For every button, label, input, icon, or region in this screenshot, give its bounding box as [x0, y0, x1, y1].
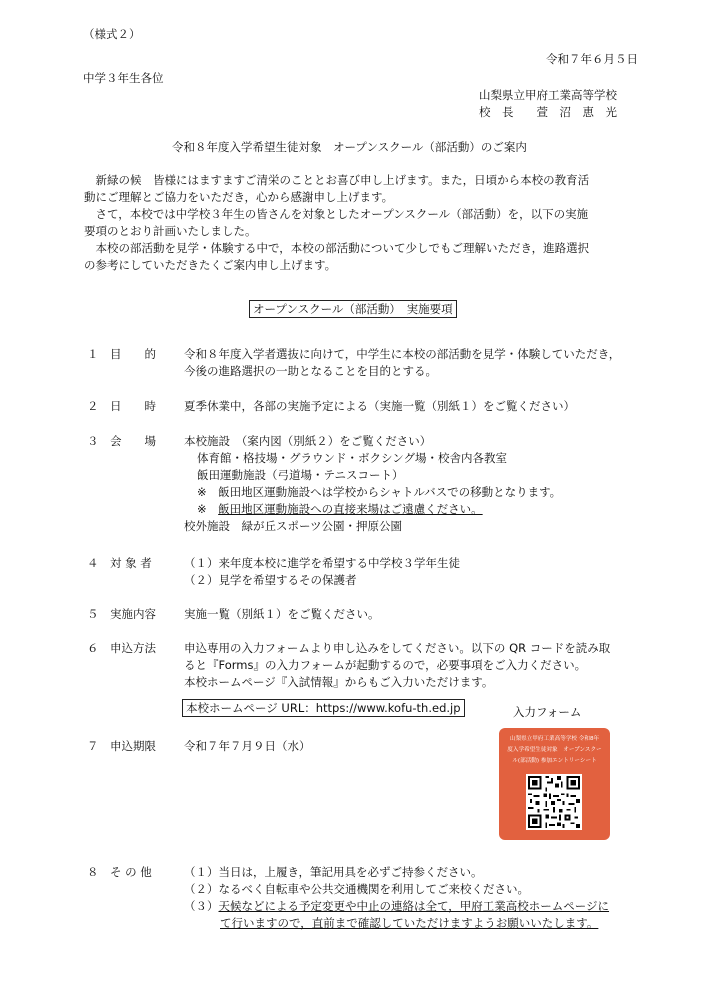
intro-line: 本校の部活動を見学・体験する中で，本校の部活動について少しでもご理解いただき，進路選択 [84, 241, 590, 255]
intro-line: 動にご理解とご協力をいただき，心から感謝申し上げます。 [84, 190, 394, 204]
target-line: （２）見学を希望するその保護者 [184, 573, 357, 587]
other-underlined: て行いますので，直前まで確認していただけますようお願いいたします。 [220, 916, 599, 930]
venue-note-underlined: 飯田地区運動施設への直接来場はご遠慮ください。 [218, 502, 483, 516]
other-prefix: （３） [184, 899, 219, 913]
card-line: ル(部活動) 参加エントリーシート [512, 758, 597, 764]
venue-line: 本校施設 （案内図（別紙２）をご覧ください） [184, 434, 432, 448]
section-title: オープンスクール（部活動） 実施要項 [249, 300, 457, 318]
recipient: 中学３年生各位 [83, 71, 164, 85]
content-text: 実施一覧（別紙１）をご覧ください。 [184, 607, 380, 621]
target-line: （１）来年度本校に進学を希望する中学校３学年生徒 [184, 556, 460, 570]
sender-principal: 校 長 萱 沼 恵 光 [479, 105, 617, 119]
card-line: 山梨県立甲府工業高等学校 令和8年 [509, 736, 600, 742]
intro-line: の参考にしていただきたくご案内申し上げます。 [84, 258, 337, 272]
form-number: （様式２） [83, 27, 141, 41]
apply-line: 申込専用の入力フォームより申し込みをしてください。以下の QR コードを読み取 [184, 641, 611, 655]
purpose-text: 今後の進路選択の一助となることを目的とする。 [184, 364, 437, 378]
venue-line: 飯田運動施設（弓道場・テニスコート） [197, 468, 404, 482]
intro-line: さて，本校では中学校３年生の皆さんを対象としたオープンスクール（部活動）を，以下の実施 [84, 207, 589, 221]
target-label: ４ 対 象 者 [87, 556, 152, 570]
date-text: 夏季休業中，各部の実施予定による（実施一覧（別紙１）をご覧ください） [184, 399, 575, 413]
other-line: （２）なるべく自転車や公共交通機関を利用してご来校ください。 [184, 882, 529, 896]
deadline-label: ７ 申込期限 [87, 739, 156, 753]
other-line: （１）当日は，上履き，筆記用具を必ずご持参ください。 [184, 865, 483, 879]
school-url-link[interactable]: 本校ホームページ URL：https://www.kofu-th.ed.jp [182, 699, 465, 717]
entry-form-card[interactable] [499, 728, 610, 840]
apply-line: ると『Forms』の入力フォームが起動するので，必要事項をご入力ください。 [184, 658, 587, 672]
issue-date: 令和７年６月５日 [546, 52, 638, 66]
other-line [184, 898, 609, 914]
purpose-label: １ 目 的 [87, 347, 156, 361]
venue-label: ３ 会 場 [87, 434, 156, 448]
intro-line: 要項のとおり計画いたしました。 [84, 224, 257, 238]
deadline-text: 令和７年７月９日（水） [184, 739, 311, 753]
venue-note: ※ 飯田地区運動施設へは学校からシャトルバスでの移動となります。 [197, 485, 562, 499]
date-label: ２ 日 時 [87, 399, 156, 413]
apply-line: 本校ホームページ『入試情報』からもご入力いただけます。 [184, 675, 494, 689]
sender-school: 山梨県立甲府工業高等学校 [479, 88, 617, 102]
page-title: 令和８年度入学希望生徒対象 オープンスクール（部活動）のご案内 [172, 140, 527, 154]
other-label: ８ そ の 他 [87, 865, 152, 879]
content-label: ５ 実施内容 [87, 607, 156, 621]
card-line: 度入学希望生徒対象 オープンスクー [507, 747, 602, 753]
other-underlined: 天候などによる予定変更や中止の連絡は全て，甲府工業高校ホームページに [218, 899, 610, 913]
apply-label: ６ 申込方法 [87, 641, 156, 655]
qr-code-icon[interactable] [526, 774, 582, 830]
venue-line: 体育館・格技場・グラウンド・ボクシング場・校舎内各教室 [197, 451, 507, 465]
venue-note [197, 501, 483, 517]
venue-line: 校外施設 緑が丘スポーツ公園・押原公園 [184, 519, 403, 533]
form-caption: 入力フォーム [513, 705, 582, 719]
purpose-text: 令和８年度入学者選抜に向けて，中学生に本校の部活動を見学・体験していただき， [184, 347, 621, 361]
intro-line: 新緑の候 皆様にはますますご清栄のこととお喜び申し上げます。また，日頃から本校の教育活 [84, 173, 590, 187]
note-mark: ※ [197, 502, 219, 516]
